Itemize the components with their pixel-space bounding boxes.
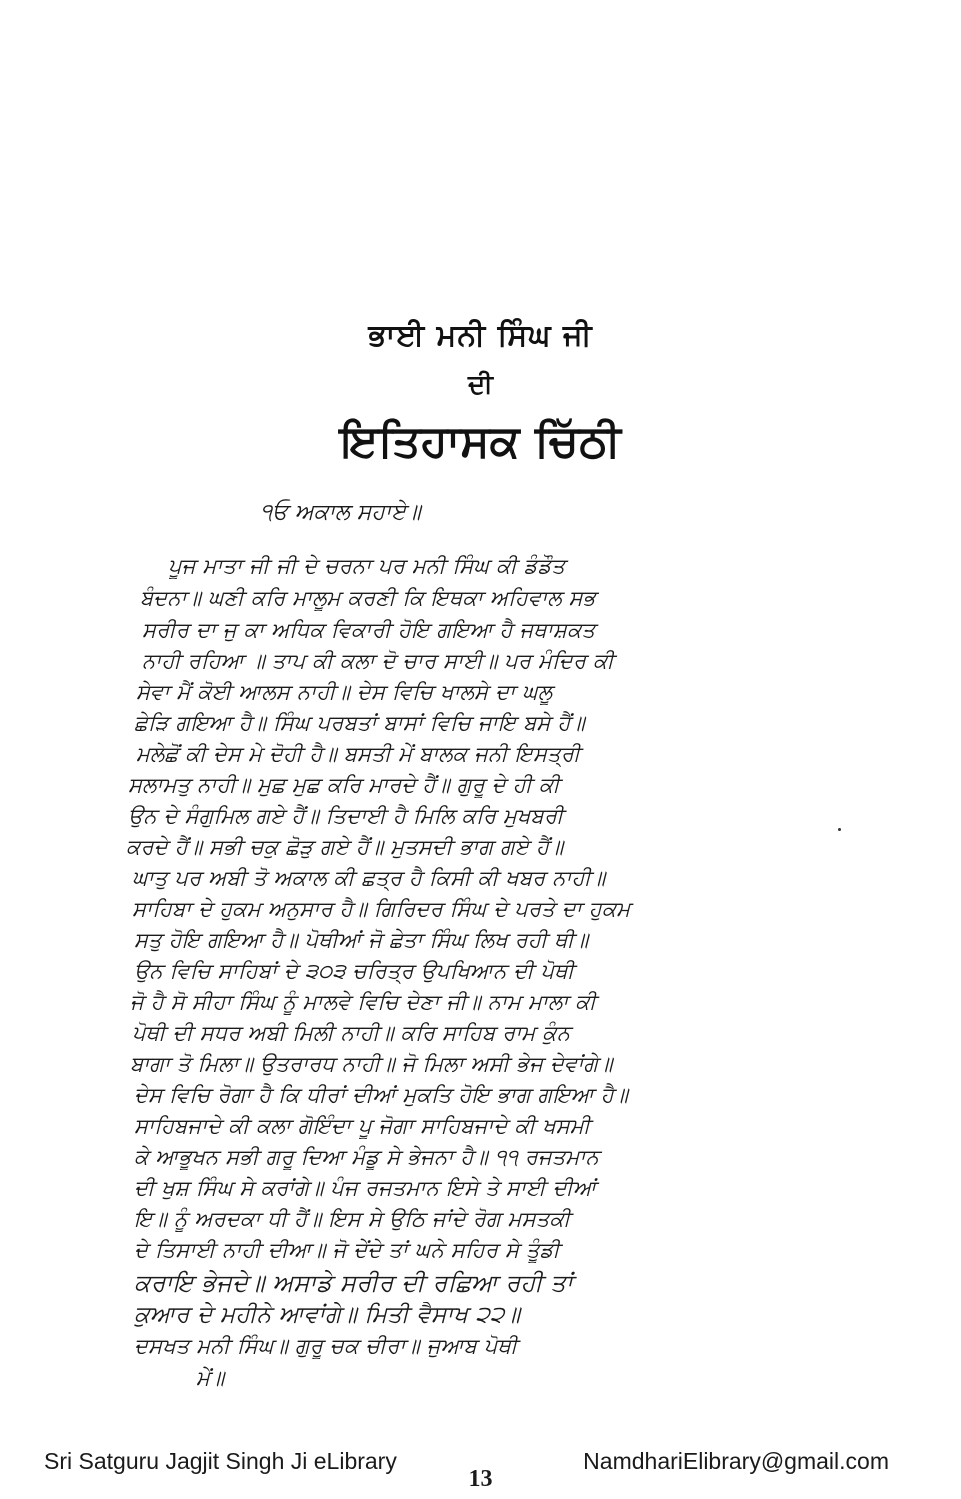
letter-line: ਦੇ ਤਿਸਾਈ ਨਾਹੀ ਦੀਆ॥ ਜੋ ਦੇਂਦੇ ਤਾਂ ਘਨੇ ਸਹਿਰ ਸੇ ਤੂੰਡੀ bbox=[134, 1238, 560, 1262]
letter-line: ਛੇੜਿ ਗਇਆ ਹੈ॥ ਸਿੰਘ ਪਰਬਤਾਂ ਬਾਸਾਂ ਵਿਚਿ ਜਾਇ ਬਸੇ ਹੈਂ॥ bbox=[134, 711, 585, 735]
letter-line: ਸਾਹਿਬਾ ਦੇ ਹੁਕਮ ਅਨੁਸਾਰ ਹੈ॥ ਗਿਰਿਦਰ ਸਿੰਘ ਦੇ ਪਰਤੇ ਦਾ ਹੁਕਮ bbox=[132, 897, 631, 921]
letter-line: ਸੇਵਾ ਮੈਂ ਕੋਈ ਆਲਸ ਨਾਹੀ॥ ਦੇਸ ਵਿਚਿ ਖਾਲਸੇ ਦਾ ਘਲੂ bbox=[136, 680, 553, 704]
letter-line: ਸਲਾਮਤੁ ਨਾਹੀ॥ ਮੁਛ ਮੁਛ ਕਰਿ ਮਾਰਦੇ ਹੈਂ॥ ਗੁਰੂ ਦੇ ਹੀ ਕੀ bbox=[128, 773, 560, 797]
letter-line: ਨਾਹੀ ਰਹਿਆ ॥ ਤਾਪ ਕੀ ਕਲਾ ਦੋ ਚਾਰ ਸਾਈ॥ ਪਰ ਮੰਦਿਰ ਕੀ bbox=[142, 649, 614, 673]
page-number: 13 bbox=[468, 1466, 493, 1492]
letter-line: ਸਤੁ ਹੋਇ ਗਇਆ ਹੈ॥ ਪੋਥੀਆਂ ਜੋ ਛੇਤਾ ਸਿੰਘ ਲਿਖ ਰਹੀ ਥੀ॥ bbox=[134, 928, 589, 952]
letter-line: ਪੂਜ ਮਾਤਾ ਜੀ ਜੀ ਦੇ ਚਰਨਾ ਪਰ ਮਨੀ ਸਿੰਘ ਕੀ ਡੰਡੌਤ bbox=[168, 554, 566, 578]
page-title: ਇਤਿਹਾਸਕ ਚਿੱਠੀ bbox=[340, 416, 621, 467]
letter-line: ਕਰਾਇ ਭੇਜਦੇ॥ ਅਸਾਡੇ ਸਰੀਰ ਦੀ ਰਛਿਆ ਰਹੀ ਤਾਂ bbox=[134, 1269, 573, 1297]
letter-line: ਬੰਦਨਾ॥ ਘਣੀ ਕਰਿ ਮਾਲੂਮ ਕਰਣੀ ਕਿ ਇਥਕਾ ਅਹਿਵਾਲ ਸਭ bbox=[140, 586, 596, 610]
letter-line: ਮਲੇਛੋਂ ਕੀ ਦੇਸ ਮੇ ਦੋਹੀ ਹੈ॥ ਬਸਤੀ ਮੇਂ ਬਾਲਕ ਜਨੀ ਇਸਤ੍ਰੀ bbox=[136, 742, 581, 766]
letter-line: ਸਾਹਿਬਜਾਦੇ ਕੀ ਕਲਾ ਗੋਇੰਦਾ ਪੂ ਜੋਗਾ ਸਾਹਿਬਜਾਦੇ ਕੀ ਖਸਮੀ bbox=[134, 1114, 591, 1138]
letter-line: ਉਨ ਵਿਚਿ ਸਾਹਿਬਾਂ ਦੇ ੩੦੩ ਚਰਿਤ੍ਰ ਉਪਖਿਆਨ ਦੀ ਪੋਥੀ bbox=[134, 959, 575, 983]
letter-line: ਘਾਤੁ ਪਰ ਅਬੀ ਤੋ ਅਕਾਲ ਕੀ ਛਤ੍ਰ ਹੈ ਕਿਸੀ ਕੀ ਖਬਰ ਨਾਹੀ॥ bbox=[132, 866, 606, 890]
letter-invocation: ੧ਓ ਅਕਾਲ ਸਹਾਏ॥ bbox=[260, 500, 421, 525]
scan-speck bbox=[838, 828, 841, 831]
letter-line: ਉਨ ਦੇ ਸੰਗੁਮਿਲ ਗਏ ਹੈਂ॥ ਤਿਦਾਈ ਹੈ ਮਿਲਿ ਕਰਿ ਮੁਖਬਰੀ bbox=[128, 804, 564, 828]
letter-line: ਦੀ ਖੁਸ਼ ਸਿੰਘ ਸੇ ਕਰਾਂਗੇ॥ ਪੰਜ ਰਜਤਮਾਨ ਇਸੇ ਤੇ ਸਾਈ ਦੀਆਂ bbox=[134, 1176, 597, 1200]
letter-line: ਪੋਥੀ ਦੀ ਸਧਰ ਅਬੀ ਮਿਲੀ ਨਾਹੀ॥ ਕਰਿ ਸਾਹਿਬ ਰਾਮ ਕੁੰਨ bbox=[132, 1021, 571, 1045]
heading-connector: ਦੀ bbox=[467, 370, 494, 400]
letter-line: ਕੁਆਰ ਦੇ ਮਹੀਨੇ ਆਵਾਂਗੇ॥ ਮਿਤੀ ਵੈਸਾਖ ੨੨॥ bbox=[134, 1302, 521, 1328]
letter-line: ਜੋ ਹੈ ਸੋ ਸੀਹਾ ਸਿੰਘ ਨੂੰ ਮਾਲਵੇ ਵਿਚਿ ਦੇਣਾ ਜੀ॥ ਨਾਮ ਮਾਲਾ ਕੀ bbox=[130, 990, 597, 1014]
footer-library-name: Sri Satguru Jagjit Singh Ji eLibrary bbox=[44, 1448, 397, 1474]
footer-email: NamdhariElibrary@gmail.com bbox=[583, 1448, 889, 1474]
letter-line: ਦਸਖਤ ਮਨੀ ਸਿੰਘ॥ ਗੁਰੂ ਚਕ ਚੀਰਾ॥ ਜੁਆਬ ਪੋਥੀ bbox=[134, 1334, 518, 1358]
letter-line: ਦੇਸ ਵਿਚਿ ਰੋਗਾ ਹੈ ਕਿ ਧੀਰਾਂ ਦੀਆਂ ਮੁਕਤਿ ਹੋਇ ਭਾਗ ਗਇਆ ਹੈ॥ bbox=[134, 1083, 629, 1107]
letter-line: ਕੇ ਆਭੂਖਨ ਸਭੀ ਗਰੂ ਦਿਆ ਮੰਡੂ ਸੇ ਭੇਜਨਾ ਹੈ॥ ੧੧ ਰਜਤਮਾਨ bbox=[134, 1145, 599, 1169]
letter-line: ਕਰਦੇ ਹੈਂ॥ ਸਭੀ ਚਕੁ ਛੋੜੁ ਗਏ ਹੈਂ॥ ਮੁਤਸਦੀ ਭਾਗ ਗਏ ਹੈਂ॥ bbox=[126, 835, 564, 859]
letter-line: ਸਰੀਰ ਦਾ ਜੁ ਕਾ ਅਧਿਕ ਵਿਕਾਰੀ ਹੋਇ ਗਇਆ ਹੈ ਜਥਾਸ਼ਕਤ bbox=[142, 618, 596, 642]
letter-line: ਬਾਗਾ ਤੋ ਮਿਲਾ॥ ਉਤਰਾਰਧ ਨਾਹੀ॥ ਜੋ ਮਿਲਾ ਅਸੀ ਭੇਜ ਦੇਵਾਂਗੇ॥ bbox=[130, 1052, 613, 1076]
heading-author: ਭਾਈ ਮਨੀ ਸਿੰਘ ਜੀ bbox=[368, 318, 593, 353]
letter-line: ਇ॥ ਨੂੰ ਅਰਦਕਾ ਧੀ ਹੈਂ॥ ਇਸ ਸੇ ਉਠਿ ਜਾਂਦੇ ਰੋਗ ਮਸਤਕੀ bbox=[134, 1207, 571, 1231]
handwritten-letter bbox=[120, 500, 760, 1400]
letter-line: ਮੇਂ॥ bbox=[196, 1366, 225, 1390]
